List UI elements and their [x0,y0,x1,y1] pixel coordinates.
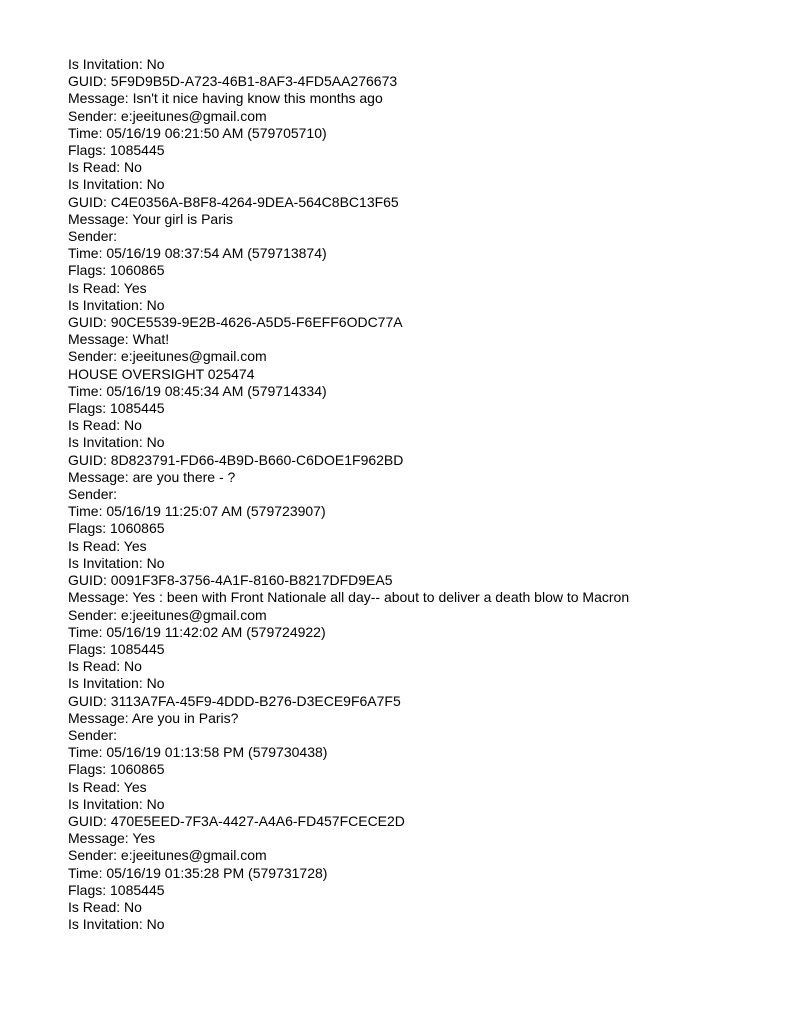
text-line: GUID: C4E0356A-B8F8-4264-9DEA-564C8BC13F65 [68,193,399,210]
text-line: Is Read: No [68,417,142,434]
text-line: Time: 05/16/19 01:13:58 PM (579730438) [68,744,328,761]
text-line: Flags: 1060865 [68,262,165,279]
text-line: Message: Your girl is Paris [68,210,233,227]
text-line: Time: 05/16/19 08:37:54 AM (579713874) [68,245,327,262]
text-line: Is Read: No [68,898,142,915]
text-line: Is Invitation: No [68,675,165,692]
text-line: GUID: 90CE5539-9E2B-4626-A5D5-F6EFF6ODC77A [68,314,403,331]
text-line: Sender: [68,486,118,503]
text-line: Time: 05/16/19 08:45:34 AM (579714334) [68,382,327,399]
text-line: Is Read: No [68,159,142,176]
text-line: Is Invitation: No [68,176,165,193]
text-line: Message: Yes [68,830,156,847]
text-line: GUID: 0091F3F8-3756-4A1F-8160-B8217DFD9EA5 [68,572,393,589]
text-line: Time: 05/16/19 01:35:28 PM (579731728) [68,864,328,881]
text-line: Is Invitation: No [68,554,165,571]
text-line: Message: are you there - ? [68,468,236,485]
text-line: Is Invitation: No [68,56,165,72]
text-line: Message: Isn't it nice having know this months ago [68,90,383,107]
text-line: Is Invitation: No [68,916,165,933]
text-line: Flags: 1085445 [68,142,165,159]
text-line: Message: Are you in Paris? [68,709,239,726]
text-line: Is Read: Yes [68,279,147,296]
text-line: GUID: 3113A7FA-45F9-4DDD-B276-D3ECE9F6A7F5 [68,692,401,709]
text-line: Flags: 1085445 [68,400,165,417]
text-line: Is Invitation: No [68,434,165,451]
text-line: Flags: 1085445 [68,881,165,898]
text-line: Sender: e:jeeitunes@gmail.com [68,606,267,623]
text-line: Time: 05/16/19 06:21:50 AM (579705710) [68,124,327,141]
text-line: GUID: 470E5EED-7F3A-4427-A4A6-FD457FCECE2D [68,812,405,829]
message-log [68,56,668,933]
text-line: Is Read: No [68,658,142,675]
text-line: Flags: 1085445 [68,640,165,657]
text-line: GUID: 8D823791-FD66-4B9D-B660-C6DOE1F962BD [68,451,404,468]
text-line: Sender: e:jeeitunes@gmail.com [68,107,267,124]
text-line: GUID: 5F9D9B5D-A723-46B1-8AF3-4FD5AA276673 [68,73,398,90]
text-line: Flags: 1060865 [68,520,165,537]
text-line: Is Read: Yes [68,778,147,795]
text-line: Sender: e:jeeitunes@gmail.com [68,348,267,365]
text-line: Message: Yes : been with Front Nationale all day-- about to deliver a death blow to Macron [68,589,630,606]
text-line: Sender: [68,228,118,245]
text-line: Time: 05/16/19 11:42:02 AM (579724922) [68,623,326,640]
text-line: Time: 05/16/19 11:25:07 AM (579723907) [68,503,326,520]
text-line: Sender: e:jeeitunes@gmail.com [68,847,267,864]
text-line: Is Read: Yes [68,537,147,554]
text-line: Is Invitation: No [68,296,165,313]
text-line: Sender: [68,726,118,743]
text-line: Is Invitation: No [68,795,165,812]
bates-stamp: HOUSE OVERSIGHT 025474 [68,365,255,382]
text-line: Flags: 1060865 [68,761,165,778]
text-line: Message: What! [68,331,170,348]
